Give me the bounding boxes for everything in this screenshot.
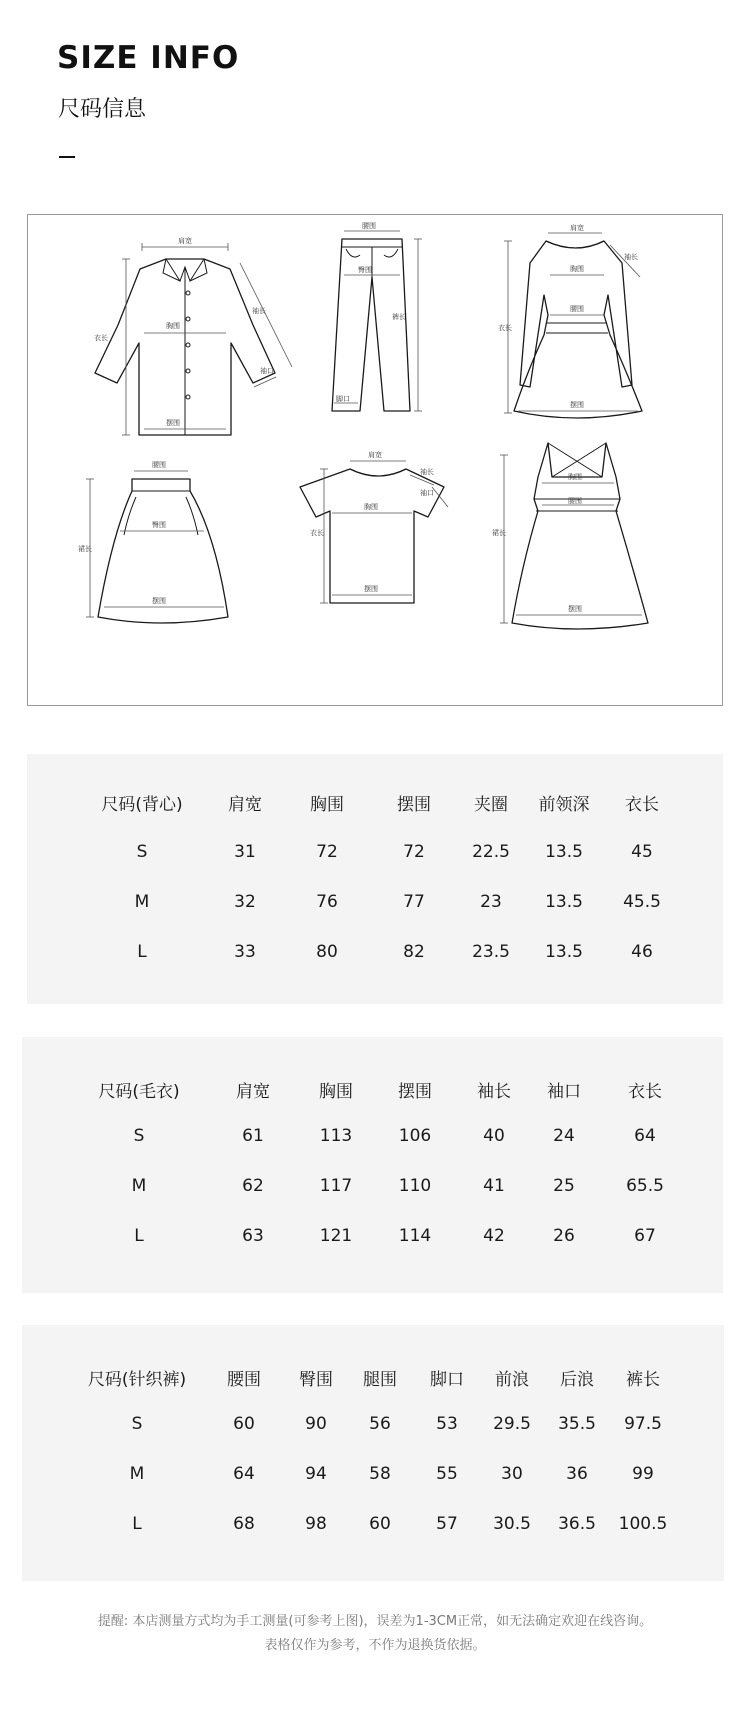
table-header-cell: 摆围 bbox=[398, 1082, 432, 1102]
table-header-cell: 前浪 bbox=[495, 1370, 529, 1390]
table-value-cell: 30.5 bbox=[493, 1514, 531, 1534]
table-value-cell: 80 bbox=[316, 942, 338, 962]
table-header-cell: 腿围 bbox=[363, 1370, 397, 1390]
table-value-cell: 94 bbox=[305, 1464, 327, 1484]
tee-label-sleeve: 袖长 bbox=[420, 468, 434, 476]
shirt-label-cuff: 袖口 bbox=[260, 367, 274, 375]
table-value-cell: 82 bbox=[403, 942, 425, 962]
slip-dress-label-hem: 摆围 bbox=[568, 605, 582, 613]
long-dress-label-waist: 腰围 bbox=[570, 305, 584, 313]
table-value-cell: 53 bbox=[436, 1414, 458, 1434]
table-value-cell: 60 bbox=[369, 1514, 391, 1534]
long-dress-label-sleeve: 袖长 bbox=[624, 253, 638, 261]
long-dress-drawing bbox=[498, 223, 642, 418]
table-value-cell: 62 bbox=[242, 1176, 264, 1196]
size-table-sweater bbox=[22, 1037, 723, 1293]
table-value-cell: 30 bbox=[501, 1464, 523, 1484]
table-value-cell: 76 bbox=[316, 892, 338, 912]
size-label-cell: L bbox=[134, 1226, 144, 1246]
table-header-cell: 尺码(针织裤) bbox=[87, 1370, 187, 1390]
shirt-label-chest: 胸围 bbox=[166, 322, 180, 330]
shirt-label-shoulder: 肩宽 bbox=[178, 237, 192, 245]
table-value-cell: 64 bbox=[634, 1126, 656, 1146]
table-value-cell: 45.5 bbox=[623, 892, 661, 912]
table-value-cell: 121 bbox=[319, 1226, 353, 1246]
table-value-cell: 68 bbox=[233, 1514, 255, 1534]
table-value-cell: 45 bbox=[631, 842, 653, 862]
table-value-cell: 32 bbox=[234, 892, 256, 912]
table-value-cell: 25 bbox=[553, 1176, 575, 1196]
table-value-cell: 24 bbox=[553, 1126, 575, 1146]
table-value-cell: 113 bbox=[319, 1126, 353, 1146]
pants-label-waist: 腰围 bbox=[362, 222, 376, 230]
pants-drawing bbox=[332, 221, 422, 411]
tee-label-cuff: 袖口 bbox=[420, 489, 434, 497]
table-value-cell: 63 bbox=[242, 1226, 264, 1246]
table-header-cell: 裤长 bbox=[626, 1370, 660, 1390]
table-value-cell: 65.5 bbox=[626, 1176, 664, 1196]
tee-label-chest: 胸围 bbox=[364, 503, 378, 511]
skirt-drawing bbox=[78, 460, 228, 623]
table-value-cell: 100.5 bbox=[618, 1514, 668, 1534]
page-title: SIZE INFO bbox=[57, 40, 240, 76]
shirt-label-length: 衣长 bbox=[94, 334, 108, 342]
skirt-label-hip: 臀围 bbox=[152, 521, 166, 529]
table-value-cell: 40 bbox=[483, 1126, 505, 1146]
table-header-cell: 夹圈 bbox=[474, 795, 508, 815]
size-label-cell: S bbox=[136, 842, 148, 862]
table-header-cell: 袖口 bbox=[547, 1082, 581, 1102]
table-value-cell: 97.5 bbox=[624, 1414, 662, 1434]
table-value-cell: 99 bbox=[632, 1464, 654, 1484]
table-value-cell: 41 bbox=[483, 1176, 505, 1196]
slip-dress-label-waist: 腰围 bbox=[568, 497, 582, 505]
skirt-label-waist: 腰围 bbox=[152, 461, 166, 469]
size-label-cell: L bbox=[132, 1514, 142, 1534]
table-header-cell: 臀围 bbox=[299, 1370, 333, 1390]
tee-label-length: 衣长 bbox=[310, 529, 324, 537]
table-value-cell: 90 bbox=[305, 1414, 327, 1434]
table-header-cell: 胸围 bbox=[319, 1082, 353, 1102]
table-value-cell: 77 bbox=[403, 892, 425, 912]
title-divider bbox=[59, 156, 75, 158]
size-label-cell: M bbox=[134, 892, 150, 912]
table-value-cell: 26 bbox=[553, 1226, 575, 1246]
tee-label-shoulder: 肩宽 bbox=[368, 451, 382, 459]
size-label-cell: M bbox=[131, 1176, 147, 1196]
size-table-vest bbox=[27, 754, 723, 1004]
skirt-label-hem: 摆围 bbox=[152, 597, 166, 605]
table-value-cell: 36.5 bbox=[558, 1514, 596, 1534]
skirt-label-length: 裙长 bbox=[78, 545, 92, 553]
table-header-cell: 肩宽 bbox=[236, 1082, 270, 1102]
shirt-label-hem: 摆围 bbox=[166, 419, 180, 427]
table-value-cell: 31 bbox=[234, 842, 256, 862]
slip-dress-drawing bbox=[492, 443, 648, 629]
table-value-cell: 56 bbox=[369, 1414, 391, 1434]
size-label-cell: M bbox=[129, 1464, 145, 1484]
long-dress-label-hem: 摆围 bbox=[570, 401, 584, 409]
table-value-cell: 33 bbox=[234, 942, 256, 962]
table-value-cell: 110 bbox=[398, 1176, 432, 1196]
table-value-cell: 64 bbox=[233, 1464, 255, 1484]
table-value-cell: 72 bbox=[403, 842, 425, 862]
table-value-cell: 106 bbox=[398, 1126, 432, 1146]
table-value-cell: 55 bbox=[436, 1464, 458, 1484]
size-label-cell: S bbox=[133, 1126, 145, 1146]
long-dress-label-length: 衣长 bbox=[498, 324, 512, 332]
table-header-cell: 前领深 bbox=[538, 795, 590, 815]
size-table-knit-pants bbox=[22, 1325, 724, 1581]
table-header-cell: 尺码(背心) bbox=[101, 795, 183, 815]
table-value-cell: 23 bbox=[480, 892, 502, 912]
tee-label-hem: 摆围 bbox=[364, 585, 378, 593]
table-value-cell: 46 bbox=[631, 942, 653, 962]
shirt-drawing bbox=[94, 236, 292, 435]
table-value-cell: 23.5 bbox=[472, 942, 510, 962]
pants-label-hip: 臀围 bbox=[358, 266, 372, 274]
table-header-cell: 肩宽 bbox=[228, 795, 262, 815]
table-value-cell: 13.5 bbox=[545, 942, 583, 962]
table-header-cell: 衣长 bbox=[625, 795, 659, 815]
footer-note-line2: 表格仅作为参考，不作为退换货依据。 bbox=[264, 1638, 486, 1653]
size-label-cell: L bbox=[137, 942, 147, 962]
pants-label-hem: 脚口 bbox=[336, 395, 350, 403]
table-header-cell: 腰围 bbox=[227, 1370, 261, 1390]
table-value-cell: 114 bbox=[398, 1226, 432, 1246]
table-value-cell: 35.5 bbox=[558, 1414, 596, 1434]
table-value-cell: 13.5 bbox=[545, 842, 583, 862]
table-header-cell: 尺码(毛衣) bbox=[98, 1082, 180, 1102]
table-value-cell: 58 bbox=[369, 1464, 391, 1484]
table-value-cell: 60 bbox=[233, 1414, 255, 1434]
table-header-cell: 后浪 bbox=[560, 1370, 594, 1390]
shirt-label-sleeve: 袖长 bbox=[252, 307, 266, 315]
long-dress-label-shoulder: 肩宽 bbox=[570, 224, 584, 232]
table-value-cell: 22.5 bbox=[472, 842, 510, 862]
long-dress-label-chest: 胸围 bbox=[570, 265, 584, 273]
tee-drawing bbox=[300, 450, 448, 603]
measurement-diagram bbox=[27, 214, 723, 706]
table-header-cell: 脚口 bbox=[430, 1370, 464, 1390]
table-value-cell: 72 bbox=[316, 842, 338, 862]
footer-note-line1: 提醒: 本店测量方式均为手工测量(可参考上图)，误差为1-3CM正常，如无法确定欢迎在线咨询。 bbox=[97, 1614, 653, 1629]
table-value-cell: 61 bbox=[242, 1126, 264, 1146]
table-header-cell: 袖长 bbox=[477, 1082, 511, 1102]
table-value-cell: 42 bbox=[483, 1226, 505, 1246]
slip-dress-label-chest: 胸围 bbox=[568, 473, 582, 481]
pants-label-length: 裤长 bbox=[392, 313, 406, 321]
table-value-cell: 13.5 bbox=[545, 892, 583, 912]
table-value-cell: 36 bbox=[566, 1464, 588, 1484]
table-value-cell: 67 bbox=[634, 1226, 656, 1246]
page-subtitle: 尺码信息 bbox=[58, 97, 147, 122]
table-value-cell: 98 bbox=[305, 1514, 327, 1534]
table-header-cell: 衣长 bbox=[628, 1082, 662, 1102]
table-value-cell: 117 bbox=[319, 1176, 353, 1196]
size-label-cell: S bbox=[131, 1414, 143, 1434]
slip-dress-label-length: 裙长 bbox=[492, 529, 506, 537]
table-value-cell: 57 bbox=[436, 1514, 458, 1534]
table-header-cell: 胸围 bbox=[310, 795, 344, 815]
table-header-cell: 摆围 bbox=[397, 795, 431, 815]
table-value-cell: 29.5 bbox=[493, 1414, 531, 1434]
